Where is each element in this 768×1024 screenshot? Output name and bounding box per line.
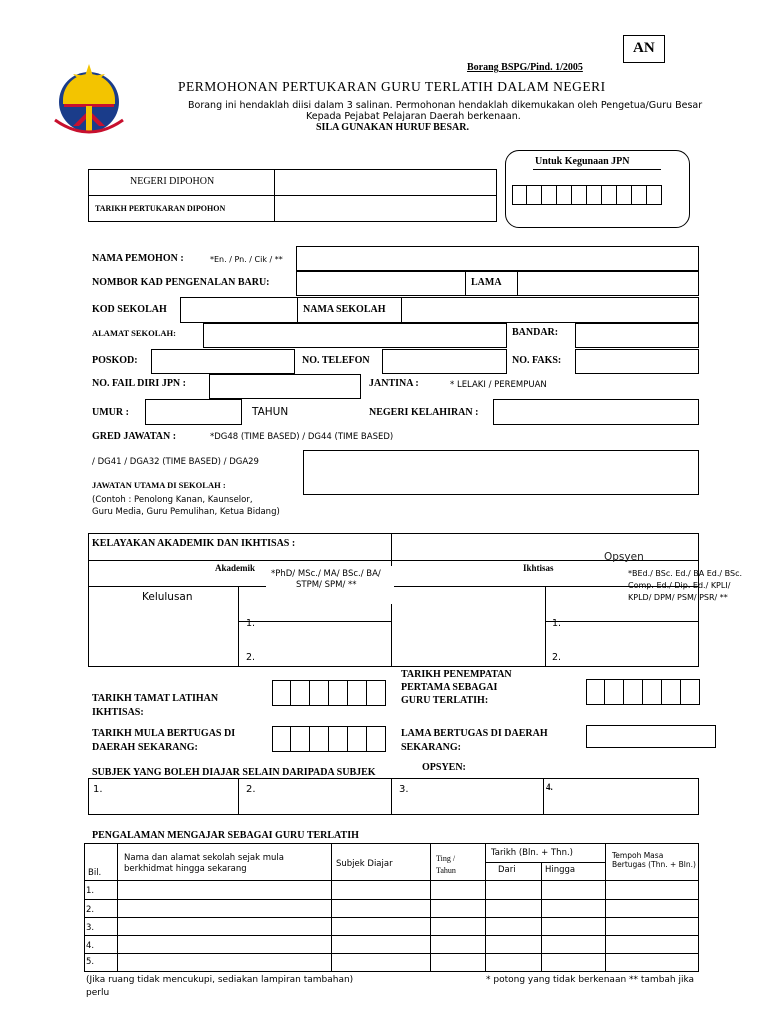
- qual-row-line-b: [545, 621, 699, 622]
- experience-heading: PENGALAMAN MENGAJAR SEBAGAI GURU TERLATIH: [92, 830, 359, 841]
- exp-row-4: [84, 953, 699, 954]
- poskod-field[interactable]: [151, 349, 295, 374]
- caps-note: SILA GUNAKAN HURUF BESAR.: [316, 122, 469, 133]
- nama-title-options: *En. / Pn. / Cik / **: [210, 255, 283, 264]
- tahun-label: TAHUN: [252, 406, 289, 418]
- no-fail-field[interactable]: [209, 374, 361, 399]
- tarikh-mula-label-2: DAERAH SEKARANG:: [92, 742, 198, 753]
- exp-row-label-2: 2.: [86, 905, 95, 915]
- exp-row-label-3: 3.: [86, 923, 95, 933]
- col-subjek: Subjek Diajar: [336, 859, 393, 869]
- ikhtisas-row-1: 1.: [552, 618, 562, 629]
- col-tarikh: Tarikh (Bln. + Thn.): [491, 848, 573, 858]
- gred-options-1[interactable]: *DG48 (TIME BASED) / DG44 (TIME BASED): [210, 432, 394, 442]
- page-title: PERMOHONAN PERTUKARAN GURU TERLATIH DALAM NEGERI: [178, 79, 606, 94]
- bandar-field[interactable]: [575, 323, 699, 348]
- no-fail-label: NO. FAIL DIRI JPN :: [92, 378, 186, 389]
- footer-note-left-2: perlu: [86, 988, 110, 998]
- no-faks-label: NO. FAKS:: [512, 355, 562, 366]
- akademik-options-1[interactable]: *PhD/ MSc./ MA/ BSc./ BA/: [271, 569, 381, 579]
- akademik-row-2: 2.: [246, 652, 256, 663]
- form-number: Borang BSPG/Pind. 1/2005: [467, 62, 583, 73]
- col-bil: Bil.: [88, 868, 102, 878]
- tarikh-mula-label-1: TARIKH MULA BERTUGAS DI: [92, 728, 236, 739]
- subject-4[interactable]: 4.: [546, 782, 553, 792]
- akademik-row-1: 1.: [246, 618, 256, 629]
- exp-row-label-5: 5.: [86, 957, 95, 967]
- footer-note-right: * potong yang tidak berkenaan ** tambah jika: [486, 975, 695, 985]
- tarikh-penempatan-boxes[interactable]: [586, 679, 700, 705]
- subjects-table: [88, 778, 699, 815]
- kp-baru-field[interactable]: [296, 271, 466, 296]
- ikhtisas-options-3[interactable]: KPLD/ DPM/ PSM/ PSR/ **: [628, 593, 728, 602]
- lama-bertugas-label-2: SEKARANG:: [401, 742, 462, 753]
- negeri-dipohon-label: NEGERI DIPOHON: [130, 176, 215, 187]
- subjects-heading: SUBJEK YANG BOLEH DIAJAR SELAIN DARIPADA SUBJEK: [92, 767, 376, 778]
- poskod-label: POSKOD:: [92, 355, 138, 366]
- kp-lama-field[interactable]: [517, 271, 699, 296]
- alamat-sekolah-label: ALAMAT SEKOLAH:: [92, 328, 176, 338]
- exp-row-2: [84, 917, 699, 918]
- subject-1[interactable]: 1.: [93, 784, 103, 795]
- jawatan-example-1: (Contoh : Penolong Kanan, Kaunselor,: [92, 495, 253, 505]
- tarikh-mula-boxes[interactable]: [272, 726, 386, 752]
- kp-baru-label: NOMBOR KAD PENGENALAN BARU:: [92, 277, 270, 288]
- subjects-vline-1: [238, 778, 239, 815]
- kod-sekolah-label: KOD SEKOLAH: [92, 304, 167, 315]
- tarikh-tamat-label-1: TARIKH TAMAT LATIHAN: [92, 693, 219, 704]
- akademik-label: Akademik: [215, 563, 256, 573]
- col-ting: Ting / Tahun: [436, 854, 456, 875]
- jantina-label: JANTINA :: [369, 378, 419, 389]
- kod-sekolah-field[interactable]: [180, 297, 298, 323]
- gred-options-2[interactable]: / DG41 / DGA32 (TIME BASED) / DGA29: [92, 457, 259, 467]
- kelulusan-label: Kelulusan: [142, 591, 193, 603]
- akademik-options-2[interactable]: STPM/ SPM/ **: [296, 580, 357, 590]
- subject-3[interactable]: 3.: [399, 784, 409, 795]
- instruction-line-2: Kepada Pejabat Pelajaran Daerah berkenaan.: [306, 111, 521, 122]
- nama-pemohon-field[interactable]: [296, 246, 699, 271]
- jawatan-utama-field[interactable]: [303, 450, 699, 495]
- exp-row-3: [84, 935, 699, 936]
- negeri-kelahiran-field[interactable]: [493, 399, 699, 425]
- col-nama: Nama dan alamat sekolah sejak mula berkhidmat hingga sekarang: [124, 853, 284, 874]
- umur-field[interactable]: [145, 399, 242, 425]
- no-telefon-label: NO. TELEFON: [302, 355, 370, 366]
- instruction-line-1: Borang ini hendaklah diisi dalam 3 salinan. Permohonan hendaklah dikemukakan oleh Pengetua/Guru Besar: [188, 100, 703, 111]
- lama-bertugas-label-1: LAMA BERTUGAS DI DAERAH: [401, 728, 548, 739]
- exp-row-1: [84, 899, 699, 900]
- ministry-logo: [33, 44, 145, 156]
- no-faks-field[interactable]: [575, 349, 699, 374]
- no-telefon-field[interactable]: [382, 349, 507, 374]
- qualification-heading: KELAYAKAN AKADEMIK DAN IKHTISAS :: [92, 538, 296, 549]
- ikhtisas-options-2[interactable]: Comp. Ed./ Dip. Ed./ KPLI/: [628, 581, 731, 590]
- nama-sekolah-field[interactable]: [401, 297, 699, 323]
- exp-header-bottom: [84, 880, 699, 881]
- jantina-options[interactable]: * LELAKI / PEREMPUAN: [450, 380, 547, 390]
- alamat-sekolah-field[interactable]: [203, 323, 507, 348]
- ikhtisas-label: Ikhtisas: [523, 563, 554, 573]
- jawatan-utama-label: JAWATAN UTAMA DI SEKOLAH :: [92, 480, 226, 490]
- subjects-vline-3: [543, 778, 544, 815]
- negeri-kelahiran-label: NEGERI KELAHIRAN :: [369, 407, 479, 418]
- qual-vline-1: [238, 586, 239, 667]
- opsyen-label: Opsyen: [604, 551, 644, 563]
- subjects-vline-2: [391, 778, 392, 815]
- tarikh-penempatan-label-3: GURU TERLATIH:: [401, 695, 489, 706]
- subject-2[interactable]: 2.: [246, 784, 256, 795]
- jpn-use-label: Untuk Kegunaan JPN: [535, 156, 630, 167]
- umur-label: UMUR :: [92, 407, 129, 418]
- form-code: AN: [633, 40, 655, 56]
- tarikh-pertukaran-field[interactable]: [274, 195, 497, 222]
- tarikh-penempatan-label-2: PERTAMA SEBAGAI: [401, 682, 498, 693]
- col-tempoh: Tempoh Masa Bertugas (Thn. + Bln.): [612, 851, 696, 869]
- lama-bertugas-field[interactable]: [586, 725, 716, 748]
- kp-lama-label: LAMA: [471, 277, 502, 288]
- subjects-opsyen: OPSYEN:: [422, 762, 466, 773]
- ikhtisas-row-2: 2.: [552, 652, 562, 663]
- tarikh-pertukaran-label: TARIKH PERTUKARAN DIPOHON: [95, 204, 226, 213]
- col-hingga: Hingga: [545, 865, 576, 875]
- jpn-underline: [533, 169, 661, 170]
- nama-sekolah-label: NAMA SEKOLAH: [303, 304, 386, 315]
- bandar-label: BANDAR:: [512, 327, 559, 338]
- tarikh-penempatan-label-1: TARIKH PENEMPATAN: [401, 669, 512, 680]
- exp-row-label-4: 4.: [86, 941, 95, 951]
- tarikh-tamat-boxes[interactable]: [272, 680, 386, 706]
- footer-note-left-1: (Jika ruang tidak mencukupi, sediakan lampiran tambahan): [86, 975, 354, 985]
- ikhtisas-options-1[interactable]: *BEd./ BSc. Ed./ BA Ed./ BSc.: [628, 569, 743, 578]
- negeri-dipohon-field[interactable]: [274, 169, 497, 196]
- gred-jawatan-label: GRED JAWATAN :: [92, 431, 177, 442]
- nama-pemohon-label: NAMA PEMOHON :: [92, 253, 184, 264]
- qual-row-line-a: [238, 621, 391, 622]
- col-dari: Dari: [498, 865, 516, 875]
- qual-vline-3: [545, 586, 546, 667]
- jawatan-example-2: Guru Media, Guru Pemulihan, Ketua Bidang): [92, 507, 280, 517]
- tarikh-tamat-label-2: IKHTISAS:: [92, 707, 144, 718]
- jpn-code-boxes[interactable]: [512, 185, 662, 205]
- exp-row-label-1: 1.: [86, 886, 95, 896]
- exp-tarikh-split: [485, 862, 605, 863]
